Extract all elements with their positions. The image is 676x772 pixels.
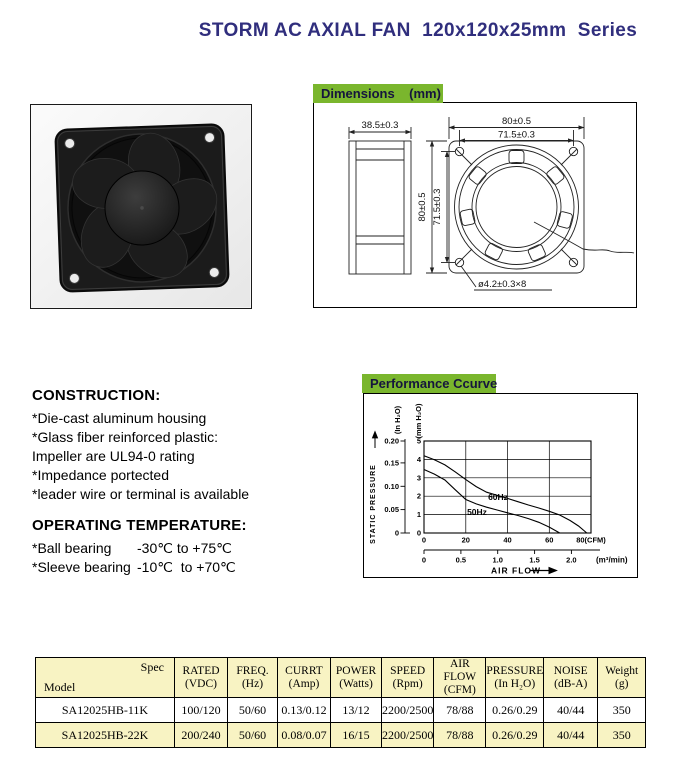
table-row: SA12025HB-11K 100/120 50/60 0.13/0.12 13/12 2200/2500 78/88 0.26/0.29 40/44 350 (36, 698, 646, 723)
mount-hole (69, 273, 79, 283)
svg-text:1.0: 1.0 (492, 555, 503, 565)
col-header-freq: FREQ. (Hz) (228, 658, 278, 698)
dimensions-drawing-box (313, 102, 637, 308)
dim-hole: ø4.2±0.3×8 (478, 279, 527, 290)
temperature-range: -10℃ to +70℃ (137, 559, 236, 575)
mount-hole (209, 267, 219, 277)
svg-text:0: 0 (416, 528, 421, 538)
svg-text:40: 40 (503, 535, 512, 545)
corner-spec-label: Spec (140, 660, 164, 674)
performance-curve-label: Performance Ccurve (362, 374, 496, 393)
construction-item: Impeller are UL94-0 rating (32, 448, 195, 464)
svg-text:80(CFM): 80(CFM) (576, 535, 606, 545)
model-cell: SA12025HB-11K (36, 698, 175, 723)
dim-front-height: 80±0.5 (417, 192, 428, 222)
svg-text:20: 20 (461, 535, 470, 545)
col-header-power: POWER (Watts) (331, 658, 382, 698)
performance-chart-box (363, 393, 638, 578)
svg-text:0.5: 0.5 (455, 555, 467, 565)
temperature-range: -30℃ to +75℃ (137, 540, 232, 556)
svg-text:0.15: 0.15 (384, 458, 399, 468)
dimensions-label: Dimensions (mm) (313, 84, 443, 103)
construction-item: *Die-cast aluminum housing (32, 410, 207, 426)
construction-item: *Glass fiber reinforced plastic: (32, 429, 218, 445)
stator-vanes (460, 151, 573, 262)
bearing-type: *Sleeve bearing (32, 559, 131, 575)
col-header-pressure: PRESSURE (In H₂O) (486, 658, 544, 698)
y-ticks-inner (417, 437, 422, 538)
performance-chart (364, 394, 636, 576)
svg-text:1: 1 (416, 510, 421, 520)
mount-hole (65, 138, 75, 148)
col-header-weight: Weight (g) (598, 658, 646, 698)
temperature-row (32, 558, 337, 577)
svg-text:60: 60 (545, 535, 554, 545)
construction-item: *leader wire or terminal is available (32, 486, 250, 502)
svg-text:0: 0 (421, 555, 427, 565)
svg-text:4: 4 (416, 455, 421, 464)
svg-text:0: 0 (421, 535, 427, 545)
corner-model-label: Model (44, 680, 76, 694)
svg-text:0.10: 0.10 (384, 481, 399, 491)
operating-temperature-heading: OPERATING TEMPERATURE: (32, 517, 247, 534)
operating-temperature-section (32, 517, 337, 577)
col-header-rated: RATED (VDC) (175, 658, 228, 698)
fan-photo-image (31, 105, 250, 307)
fan-photo (30, 104, 252, 309)
x-axis-title: AIR FLOW (491, 565, 542, 576)
table-corner-cell (36, 658, 175, 698)
construction-section (32, 387, 337, 504)
mount-hole (204, 132, 214, 142)
model-cell: SA12025HB-22K (36, 723, 175, 748)
svg-text:5: 5 (416, 436, 421, 446)
svg-text:2.0: 2.0 (566, 555, 577, 565)
page-title: STORM AC AXIAL FAN 120x120x25mm Series (198, 20, 638, 41)
series-label-50hz: 50Hz (467, 507, 487, 517)
col-header-speed: SPEED (Rpm) (382, 658, 434, 698)
svg-text:2: 2 (416, 491, 421, 501)
svg-text:0.20: 0.20 (384, 436, 399, 446)
spec-table (35, 657, 646, 748)
fan-body (47, 112, 230, 304)
y-axis-title: STATIC PRESSURE (370, 464, 377, 544)
temperature-row (32, 539, 337, 558)
dimensions-drawing (314, 103, 635, 306)
y-ticks-outer (384, 437, 399, 538)
dim-side-width: 38.5±0.3 (361, 120, 399, 131)
svg-text:(m³/min): (m³/min) (596, 555, 628, 565)
y-axis-outer-unit: (In H₂O) (393, 405, 402, 435)
col-header-noise: NOISE (dB-A) (544, 658, 598, 698)
bearing-type: *Ball bearing (32, 540, 112, 556)
dim-front-width-inner: 71.5±0.3 (498, 129, 535, 141)
y-axis-outer (401, 439, 411, 533)
x-axis-secondary (424, 550, 600, 554)
svg-text:0: 0 (394, 528, 399, 538)
col-header-airflow: AIR FLOW (CFM) (434, 658, 486, 698)
construction-heading: CONSTRUCTION: (32, 387, 161, 404)
series-label-60hz: 60Hz (488, 492, 508, 502)
y-axis-inner-unit: (mm H₂O) (414, 403, 423, 439)
construction-item: *Impedance portected (32, 467, 169, 483)
svg-text:0.05: 0.05 (384, 505, 399, 515)
svg-text:1.5: 1.5 (529, 555, 540, 565)
dim-front-width: 80±0.5 (502, 116, 531, 127)
svg-text:3: 3 (416, 473, 421, 483)
dim-front-height-inner: 71.5±0.3 (432, 188, 443, 226)
table-row: SA12025HB-22K 200/240 50/60 0.08/0.07 16/15 2200/2500 78/88 0.26/0.29 40/44 350 (36, 723, 646, 748)
x-ticks-secondary (422, 556, 628, 565)
x-ticks-primary (422, 536, 606, 545)
col-header-current: CURRT (Amp) (278, 658, 331, 698)
